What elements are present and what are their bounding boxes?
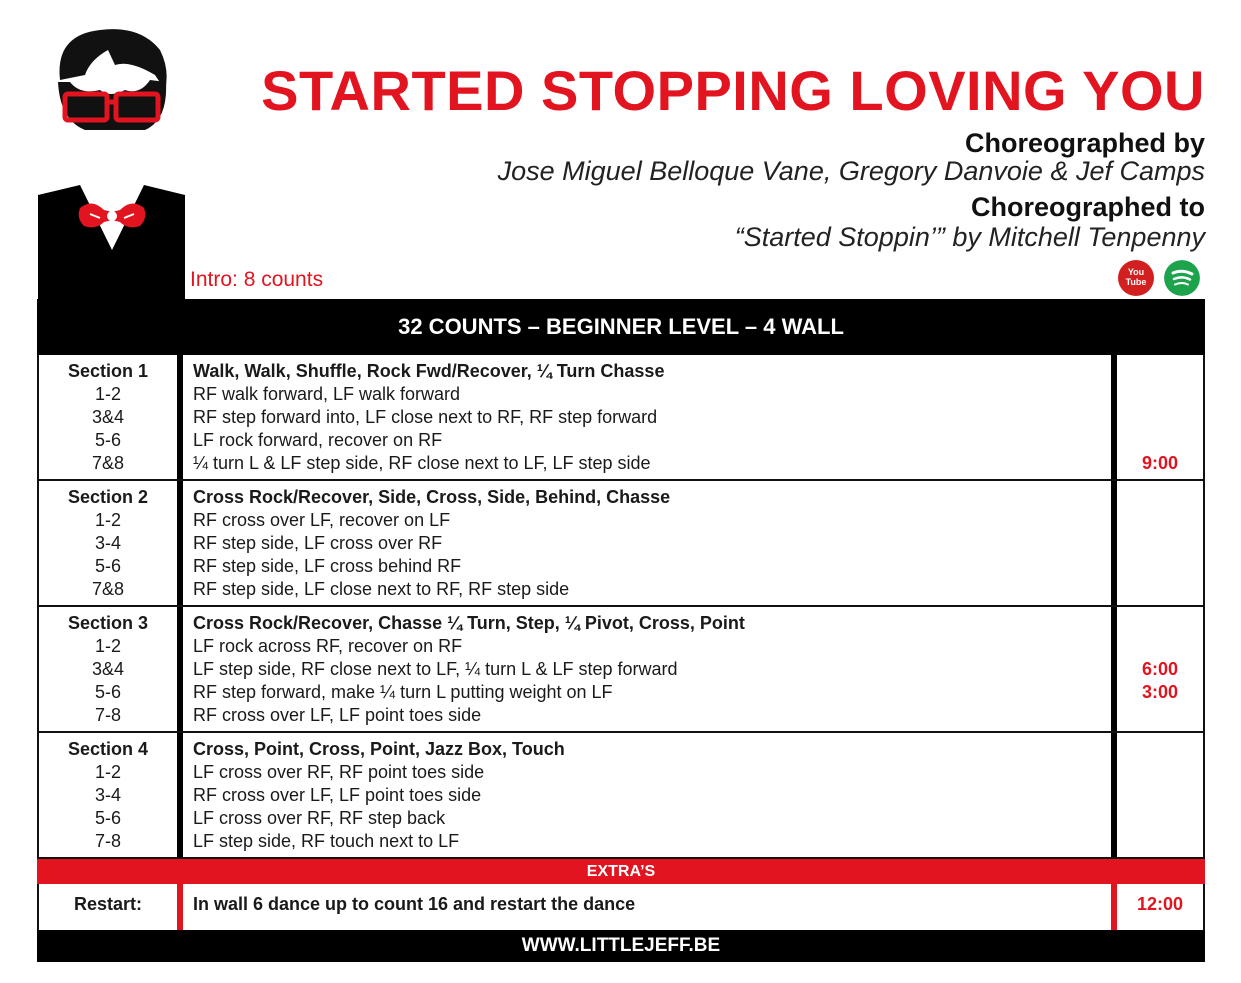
step-text: RF walk forward, LF walk forward [193,384,461,404]
step-text: RF step forward into, LF close next to RF, RF step forward [193,407,658,427]
dance-title: STARTED STOPPING LOVING YOU [261,59,1205,122]
wall-direction [1117,704,1203,727]
step-text: RF step side, LF close next to RF, RF step side [193,579,570,599]
step-count: 7-8 [94,831,121,851]
website-footer[interactable]: WWW.LITTLEJEFF.BE [37,930,1205,962]
step-text: RF step forward, make ¼ turn L putting weight on LF [193,682,613,702]
section-heading: Cross Rock/Recover, Side, Cross, Side, Behind, Chasse [193,487,671,507]
step-text: LF cross over RF, RF step back [193,808,446,828]
wall-direction [1117,830,1203,853]
restart-text: In wall 6 dance up to count 16 and restart the dance [183,884,1117,930]
youtube-icon[interactable] [1118,260,1154,296]
section-label: Section 2 [67,487,149,507]
music-credit: “Started Stoppin’” by Mitchell Tenpenny [734,222,1205,252]
step-count: 5-6 [94,682,121,702]
step-text: RF cross over LF, recover on LF [193,510,451,530]
wall-direction [1117,807,1203,830]
intro-counts: Intro: 8 counts [190,268,324,291]
youtube-icon-label: You Tube [1125,267,1147,287]
wall-direction [1117,578,1203,601]
section-label: Section 4 [67,739,149,759]
step-text: RF cross over LF, LF point toes side [193,705,482,725]
section-2 [37,481,1205,607]
wall-direction [1117,635,1203,658]
step-text: RF cross over LF, LF point toes side [193,785,482,805]
wall-direction: 9:00 [1141,453,1179,473]
step-sheet [37,299,1205,962]
wall-direction: 6:00 [1141,659,1179,679]
step-text: RF step side, LF cross over RF [193,533,443,553]
step-text: LF rock forward, recover on RF [193,430,443,450]
wall-direction: 3:00 [1141,682,1179,702]
step-count: 3-4 [94,533,121,553]
section-label: Section 1 [67,361,149,381]
spotify-icon[interactable] [1164,260,1200,296]
wall-direction [1117,406,1203,429]
restart-row [37,884,1205,930]
step-count: 5-6 [94,430,121,450]
step-count: 1-2 [94,636,121,656]
section-heading: Cross Rock/Recover, Chasse ¼ Turn, Step, ¼ Pivot, Cross, Point [193,613,745,633]
restart-label: Restart: [39,884,183,930]
step-count: 1-2 [94,762,121,782]
counts-level-header: 32 COUNTS – BEGINNER LEVEL – 4 WALL [37,299,1205,355]
wall-direction [1117,429,1203,452]
wall-direction [1117,555,1203,578]
choreographers: Jose Miguel Belloque Vane, Gregory Danvoie & Jef Camps [497,156,1205,186]
wall-direction [1117,509,1203,532]
step-count: 1-2 [94,384,121,404]
section-heading: Walk, Walk, Shuffle, Rock Fwd/Recover, ¼ Turn Chasse [193,361,665,381]
step-count: 7&8 [91,579,125,599]
step-text: LF rock across RF, recover on RF [193,636,463,656]
step-count: 3&4 [91,659,125,679]
step-text: RF step side, LF cross behind RF [193,556,462,576]
section-heading: Cross, Point, Cross, Point, Jazz Box, Touch [193,739,565,759]
step-count: 3&4 [91,407,125,427]
choreographed-by-label: Choreographed by [964,128,1205,158]
section-3 [37,607,1205,733]
step-count: 5-6 [94,808,121,828]
wall-direction [1117,784,1203,807]
extras-header: EXTRA’S [37,859,1205,884]
step-count: 7-8 [94,705,121,725]
step-text: LF step side, RF close next to LF, ¼ turn L & LF step forward [193,659,678,679]
step-count: 3-4 [94,785,121,805]
wall-direction [1117,532,1203,555]
step-text: LF cross over RF, RF point toes side [193,762,485,782]
choreographed-to-label: Choreographed to [971,192,1205,222]
step-text: ¼ turn L & LF step side, RF close next to LF, LF step side [193,453,651,473]
mascot-logo [30,20,195,305]
restart-wall: 12:00 [1136,894,1184,914]
step-text: LF step side, RF touch next to LF [193,831,460,851]
step-count: 1-2 [94,510,121,530]
section-1 [37,355,1205,481]
wall-direction [1117,383,1203,406]
section-4 [37,733,1205,859]
step-count: 5-6 [94,556,121,576]
section-label: Section 3 [67,613,149,633]
step-count: 7&8 [91,453,125,473]
wall-direction [1117,761,1203,784]
